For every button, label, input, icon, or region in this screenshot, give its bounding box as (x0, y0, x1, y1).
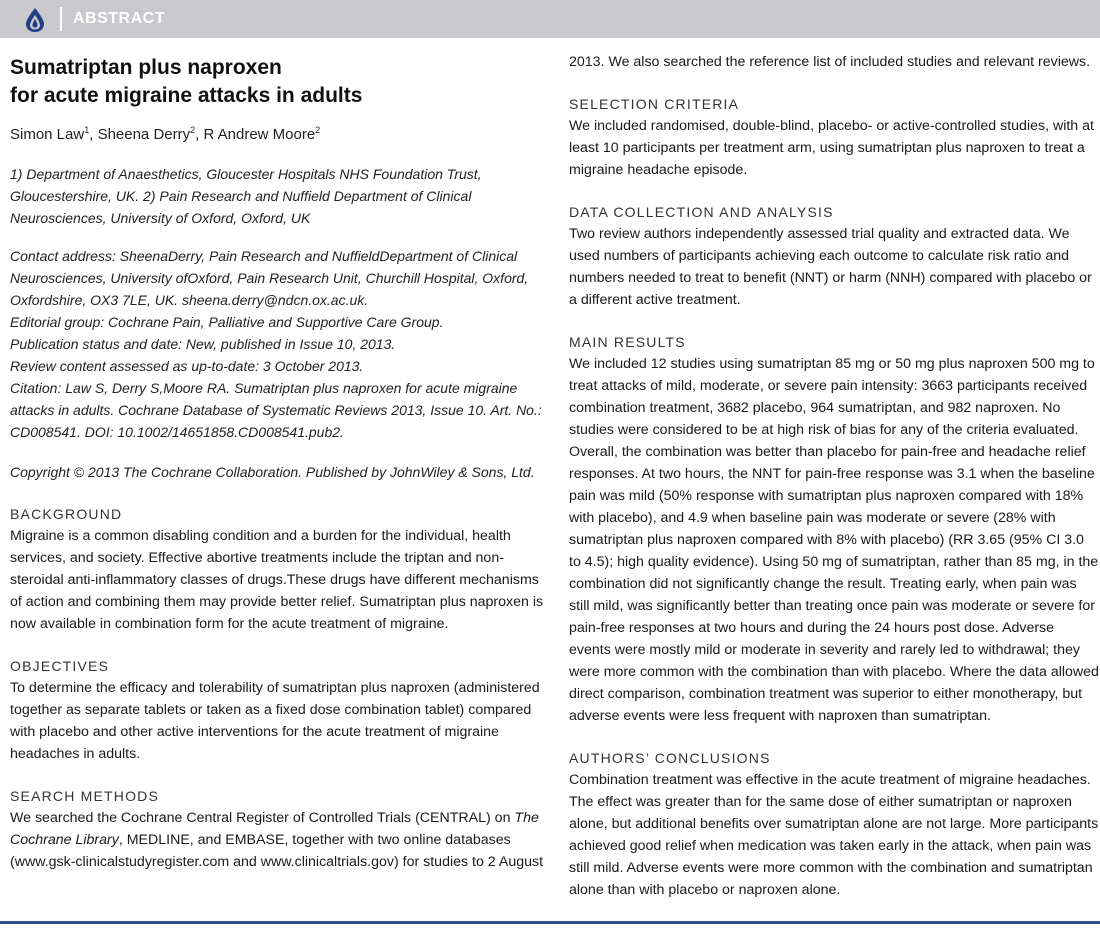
author-list: Simon Law$^1$, Sheena Derry$^2$, R Andrew Moore$^2$ (10, 125, 321, 143)
section-heading: BACKGROUND (10, 506, 123, 522)
section-heading: DATA COLLECTION AND ANALYSIS (569, 204, 834, 220)
section-body (10, 807, 545, 873)
author-name: Simon Law (10, 126, 85, 143)
data-collection-section (569, 201, 1099, 311)
conclusions-section (569, 747, 1099, 901)
affiliations: 1) Department of Anaesthetics, Gloucester Hospitals NHS Foundation Trust, Gloucestershire, UK. 2) Pain Research and Nuffield Department of Clinical Neurosciences, University of Oxford, Oxford, UK (10, 166, 482, 226)
affiliation-marker: 1 (84, 125, 90, 135)
article-metadata (10, 245, 545, 443)
main-results-section (569, 331, 1099, 727)
section-heading: OBJECTIVES (10, 658, 110, 674)
section-heading: MAIN RESULTS (569, 334, 686, 350)
contact-address: Contact address: SheenaDerry, Pain Research and NuffieldDepartment of Clinical Neurosciences, University ofOxford, Pain Research Unit, Churchill Hospital, Oxford, Oxfordshire, OX3 7LE, UK. sheena.derry@ndcn.ox.ac.uk. (10, 248, 529, 308)
section-heading: AUTHORS’ CONCLUSIONS (569, 750, 771, 766)
section-body: We included randomised, double-blind, placebo- or active-controlled studies, with at least 10 participants per treatment arm, using sumatriptan plus naproxen to treat a migraine headache episode. (569, 118, 1094, 178)
section-body: We included 12 studies using sumatriptan 85 mg or 50 mg plus naproxen 500 mg to treat attacks of mild, moderate, or severe pain intensity: 3663 participants received combination treatment, 3682 placebo, 964 sumatriptan, and 982 naproxen. No studies were considered to be at high risk of bias for any of the criteria evaluated. Overall, the combination was better than placebo for pain-free and headache relief responses. At two hours, the NNT for pain-free response was 3.1 when the baseline pain was mild (50% response with sumatriptan plus naproxen compared with 18% with placebo), and 4.9 when baseline pain was moderate or severe (28% with sumatriptan plus naproxen compared with 8% with placebo) (RR 3.65 (95% CI 3.0 to 4.5); high quality evidence). Using 50 mg of sumatriptan, rather than 85 mg, in the combination did not significantly change the result. Treating early, when pain was still mild, was significantly better than treating once pain was moderate or severe for pain-free responses at two hours and during the 24 hours post dose. Adverse events were mostly mild or moderate in severity and rarely led to withdrawal; they were more common with the combination than with placebo. Where the data allowed direct comparison, combination treatment was superior to either monotherapy, but adverse events were less frequent with naproxen than sumatriptan. (569, 356, 1099, 724)
background-section (10, 503, 545, 635)
editorial-group: Editorial group: Cochrane Pain, Palliative and Supportive Care Group. (10, 314, 444, 330)
article-title (10, 54, 545, 110)
section-body: Migraine is a common disabling condition and a burden for the individual, health services, and society. Effective abortive treatments include the triptan and non-steroidal anti-inflammatory classes of drugs.These drugs have different mechanisms of action and combining them may provide better relief. Sumatriptan plus naproxen is now available in combination form for the acute treatment of migraine. (10, 528, 544, 632)
title-line-2: for acute migraine attacks in adults (10, 84, 363, 107)
section-body: 2013. We also searched the reference list of included studies and relevant reviews. (569, 54, 1091, 70)
bottom-rule (0, 921, 1100, 924)
search-text-part2: , MEDLINE, and EMBASE, together with two online databases (www.gsk-clinicalstudyregister.com and www.clinicaltrials.gov) for studies to 2 August (10, 832, 544, 870)
cochrane-drop-icon (24, 7, 46, 33)
right-column (569, 51, 1099, 901)
affiliation-marker: 2 (190, 125, 196, 135)
abstract-header-bar (0, 0, 1100, 38)
section-heading: SEARCH METHODS (10, 788, 160, 804)
section-body: Two review authors independently assessed trial quality and extracted data. We used numbers of participants achieving each outcome to calculate risk ratio and numbers needed to treat to benefit (NNT) or harm (NNH) compared with placebo or a different active treatment. (569, 226, 1092, 308)
author-name: R Andrew Moore (203, 126, 316, 143)
header-separator (60, 7, 62, 31)
search-text-part1: We searched the Cochrane Central Register of Controlled Trials (CENTRAL) on (10, 810, 515, 826)
copyright-notice: Copyright © 2013 The Cochrane Collaboration. Published by JohnWiley & Sons, Ltd. (10, 464, 535, 480)
left-column (10, 54, 545, 873)
author-name: Sheena Derry (97, 126, 191, 143)
search-methods-section (10, 785, 545, 873)
search-methods-continued (569, 51, 1099, 73)
section-heading: SELECTION CRITERIA (569, 96, 740, 112)
section-body: Combination treatment was effective in the acute treatment of migraine headaches. The effect was greater than for the same dose of either sumatriptan or naproxen alone, but additional benefits over sumatriptan alone are not large. More participants achieved good relief when medication was taken early in the attack, when pain was still mild. Adverse events were more common with the combination and sumatriptan alone than with placebo or naproxen alone. (569, 772, 1099, 898)
review-assessed-date: Review content assessed as up-to-date: 3 October 2013. (10, 358, 364, 374)
title-line-1: Sumatriptan plus naproxen (10, 56, 282, 79)
library-name: The Cochrane Library (10, 810, 539, 848)
section-body: To determine the efficacy and tolerability of sumatriptan plus naproxen (administered together as separate tablets or taken as a fixed dose combination tablet) compared with placebo and other active interventions for the acute treatment of migraine headaches in adults. (10, 680, 540, 762)
selection-criteria-section (569, 93, 1099, 181)
affiliation-marker: 2 (315, 125, 321, 135)
objectives-section (10, 655, 545, 765)
publication-status: Publication status and date: New, published in Issue 10, 2013. (10, 336, 396, 352)
section-label: ABSTRACT (73, 10, 165, 27)
citation: Citation: Law S, Derry S,Moore RA. Sumatriptan plus naproxen for acute migraine attacks in adults. Cochrane Database of Systematic Reviews 2013, Issue 10. Art. No.: CD008541. DOI: 10.1002/14651858.CD008541.pub2. (10, 380, 542, 440)
